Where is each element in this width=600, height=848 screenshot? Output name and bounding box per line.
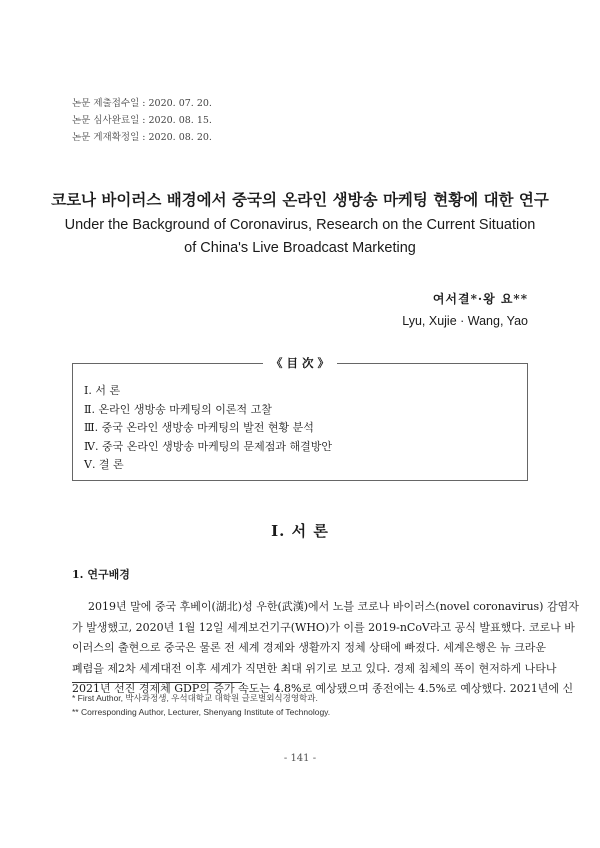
body-line: 2019년 말에 중국 후베이(湖北)성 우한(武漢)에서 노블 코로나 바이러스(novel coronavirus) 감염자 <box>88 600 579 613</box>
reviewed-date: 논문 심사완료일 : 2020. 08. 15. <box>72 115 212 126</box>
footnote-divider <box>72 682 242 683</box>
body-line: 가 발생했고, 2020년 1월 12일 세계보건기구(WHO)가 이를 2019-nCoV라고 공식 발표했다. 코로나 바 <box>72 620 575 634</box>
toc-item: Ⅰ. 서 론 <box>84 384 121 397</box>
toc-item: Ⅴ. 결 론 <box>84 458 124 471</box>
body-line: 폐렴을 제2차 세계대전 이후 세계가 직면한 최대 위기로 보고 있다. 경제 침체의 폭이 현저하게 나타나 <box>72 661 557 675</box>
toc-item: Ⅳ. 중국 온라인 생방송 마케팅의 문제점과 해결방안 <box>84 439 332 453</box>
paper-title-english-line2: of China's Live Broadcast Marketing <box>184 240 416 256</box>
toc-list <box>84 382 332 475</box>
paper-title-korean: 코로나 바이러스 배경에서 중국의 온라인 생방송 마케팅 현황에 대한 연구 <box>51 190 549 209</box>
page-number: - 141 - <box>283 753 317 764</box>
submission-dates <box>72 95 212 146</box>
section-heading: Ⅰ. 서 론 <box>271 522 329 540</box>
subsection-heading: 1. 연구배경 <box>72 568 130 581</box>
received-date: 논문 제출접수일 : 2020. 07. 20. <box>72 98 212 109</box>
body-line: 2021년 선진 경제체 GDP의 증가 속도는 4.8%로 예상됐으며 종전에는 4.5%로 예상했다. 2021년에 신 <box>72 682 574 695</box>
author-block <box>402 288 528 332</box>
authors-english: Lyu, Xujie · Wang, Yao <box>402 314 528 328</box>
paper-title-english <box>0 214 600 260</box>
accepted-date: 논문 게재확정일 : 2020. 08. 20. <box>72 132 212 143</box>
paper-title-english-line1: Under the Background of Coronavirus, Research on the Current Situation <box>64 217 536 233</box>
footnote-corresponding-author: ** Corresponding Author, Lecturer, Shenyang Institute of Technology. <box>72 707 331 717</box>
body-paragraph <box>72 597 579 700</box>
toc-item: Ⅱ. 온라인 생방송 마케팅의 이론적 고찰 <box>84 402 272 416</box>
body-line: 이러스의 출현으로 중국은 물론 전 세계 경제와 생활까지 정체 상태에 빠졌다. 세계은행은 뉴 크라운 <box>72 641 546 654</box>
footnotes <box>72 691 330 719</box>
footnote-first-author: * First Author, 박사과정생, 우석대학교 대학원 글로벌외식경영학과. <box>72 693 318 703</box>
toc-item: Ⅲ. 중국 온라인 생방송 마케팅의 발전 현황 분석 <box>84 421 314 434</box>
authors-korean: 여서결*·왕 요** <box>432 292 528 306</box>
toc-title-text: 《 目 次 》 <box>263 356 337 370</box>
toc-title <box>0 355 600 371</box>
